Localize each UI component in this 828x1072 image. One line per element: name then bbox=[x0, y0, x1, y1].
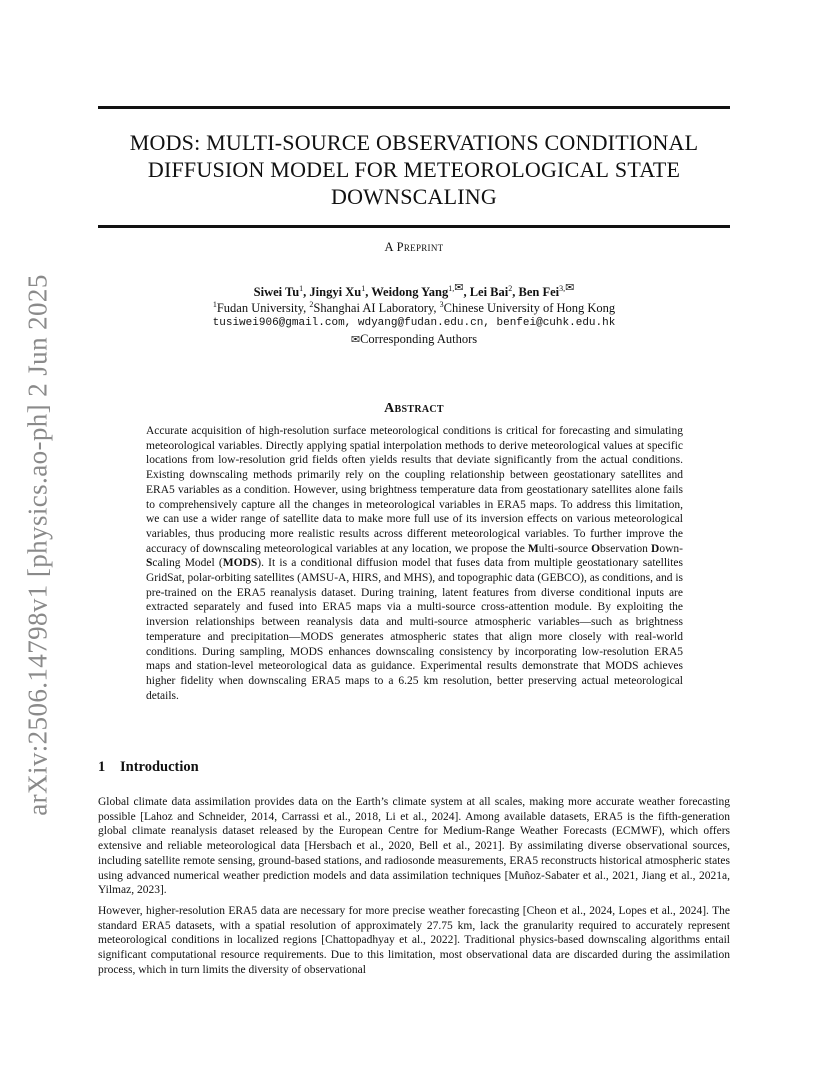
section-number: 1 bbox=[98, 759, 106, 775]
envelope-icon: ✉ bbox=[350, 333, 361, 346]
section-title: Introduction bbox=[120, 759, 199, 775]
corresponding-note: ✉Corresponding Authors bbox=[350, 331, 478, 346]
title-bottom-rule bbox=[98, 225, 730, 228]
title-line-2: DIFFUSION MODEL FOR METEOROLOGICAL STATE bbox=[147, 157, 681, 182]
author-emails: tusiwei906@gmail.com, wdyang@fudan.edu.cn, benfei@cuhk.edu.hk bbox=[212, 317, 616, 329]
section-heading-introduction bbox=[98, 759, 199, 776]
affiliations: $^1$Fudan University, $^2$Shanghai AI Laboratory, $^3$Chinese University of Hong Kong bbox=[212, 299, 616, 315]
abstract-text: Accurate acquisition of high-resolution surface meteorological conditions is critical for forecasting and simulating meteorological variables. Directly applying spatial interpolation methods to derive meteorological values at specific locations from low-resolution grid fields often yields results that deviate significantly from the actual conditions. Existing downscaling methods primarily rely on the coupling relationship between geostationary satellites and ERA5 variables as a condition. However, using brightness temperature data from geostationary satellites alone fails to comprehensively capture all the changes in meteorological variables in ERA5 maps. To address this limitation, we can use a wider range of satellite data to make more full use of its inversion effects on various meteorological variables, thus producing more realistic results across different meteorological variables. To further improve the accuracy of downscaling meteorological variables at any location, we propose the Multi-source Observation Down-Scaling Model (MODS). It is a conditional diffusion model that fuses data from multiple geostationary satellites GridSat, polar-orbiting satellites (AMSU-A, HIRS, and MHS), and topographic data (GEBCO), as conditions, and is pre-trained on the ERA5 reanalysis dataset. During training, latent features from diverse conditional inputs are extracted separately and fused into ERA5 maps via a multi-source cross-attention module. By exploiting the inversion relationships between reanalysis data and multi-source atmospheric variables—such as brightness temperature and precipitation—MODS generates atmospheric states that align more closely with real-world conditions. During sampling, MODS enhances downscaling consistency by incorporating low-resolution ERA5 maps and station-level meteorological data as guidance. Experimental results demonstrate that MODS achieves higher fidelity when downscaling ERA5 maps to a 6.25 km resolution, better preserving actual meteorological details. bbox=[146, 425, 684, 702]
arxiv-side-stamp bbox=[18, 265, 58, 825]
author-name: Weidong Yang bbox=[371, 285, 449, 299]
author-name: Ben Fei bbox=[518, 285, 560, 299]
author-name: Siwei Tu bbox=[253, 285, 300, 299]
author-name: Lei Bai bbox=[469, 285, 509, 299]
title-line-1: MODS: MULTI-SOURCE OBSERVATIONS CONDITIONAL bbox=[129, 130, 699, 155]
intro-paragraph-2: However, higher-resolution ERA5 data are necessary for more precise weather forecasting [Cheon et al., 2024, Lopes et al., 2024]. The standard ERA5 datasets, with a spatial resolution of approximately 27.75 km, lack the granularity required to accurately represent meteorological conditions in localized regions [Chattopadhyay et al., 2022]. Traditional physics-based downscaling algorithms entail significant computational resource requirements. Due to this limitation, most observational data are discarded during the assimilation process, which in turn limits the diversity of observational bbox=[98, 905, 730, 976]
envelope-icon: ✉ bbox=[565, 281, 575, 294]
author-name: Jingyi Xu bbox=[309, 285, 362, 299]
author-names: Siwei Tu$^1$, Jingyi Xu$^1$, Weidong Yang$^{1,✉}$, Lei Bai$^2$, Ben Fei$^{3,✉}$ bbox=[253, 281, 575, 299]
envelope-icon: ✉ bbox=[454, 281, 464, 294]
preprint-label: A Preprint bbox=[384, 240, 444, 254]
author-block bbox=[98, 281, 730, 348]
arxiv-identifier: arXiv:2506.14798v1 [physics.ao-ph] 2 Jun 2025 bbox=[22, 274, 53, 816]
title-top-rule bbox=[98, 106, 730, 109]
title-line-3: DOWNSCALING bbox=[331, 184, 497, 209]
abstract-heading: Abstract bbox=[384, 401, 444, 416]
intro-paragraph-1: Global climate data assimilation provides data on the Earth’s climate system at all scales, making more accurate weather forecasting possible [Lahoz and Schneider, 2014, Carrassi et al., 2018, Li et al., 2024]. Among available datasets, ERA5 is the fifth-generation global climate reanalysis dataset released by the European Centre for Medium-Range Weather Forecasts (ECMWF), which offers extensive and reliable meteorological data [Hersbach et al., 2020, Bell et al., 2021]. By assimilating diverse observational sources, including satellite remote sensing, ground-based stations, and radiosonde measurements, ERA5 reconstructs historical atmospheric states using advanced numerical weather prediction models and data assimilation techniques [Muñoz-Sabater et al., 2021, Jiang et al., 2021a, Yilmaz, 2023]. bbox=[98, 796, 730, 897]
paper-title bbox=[98, 129, 730, 210]
